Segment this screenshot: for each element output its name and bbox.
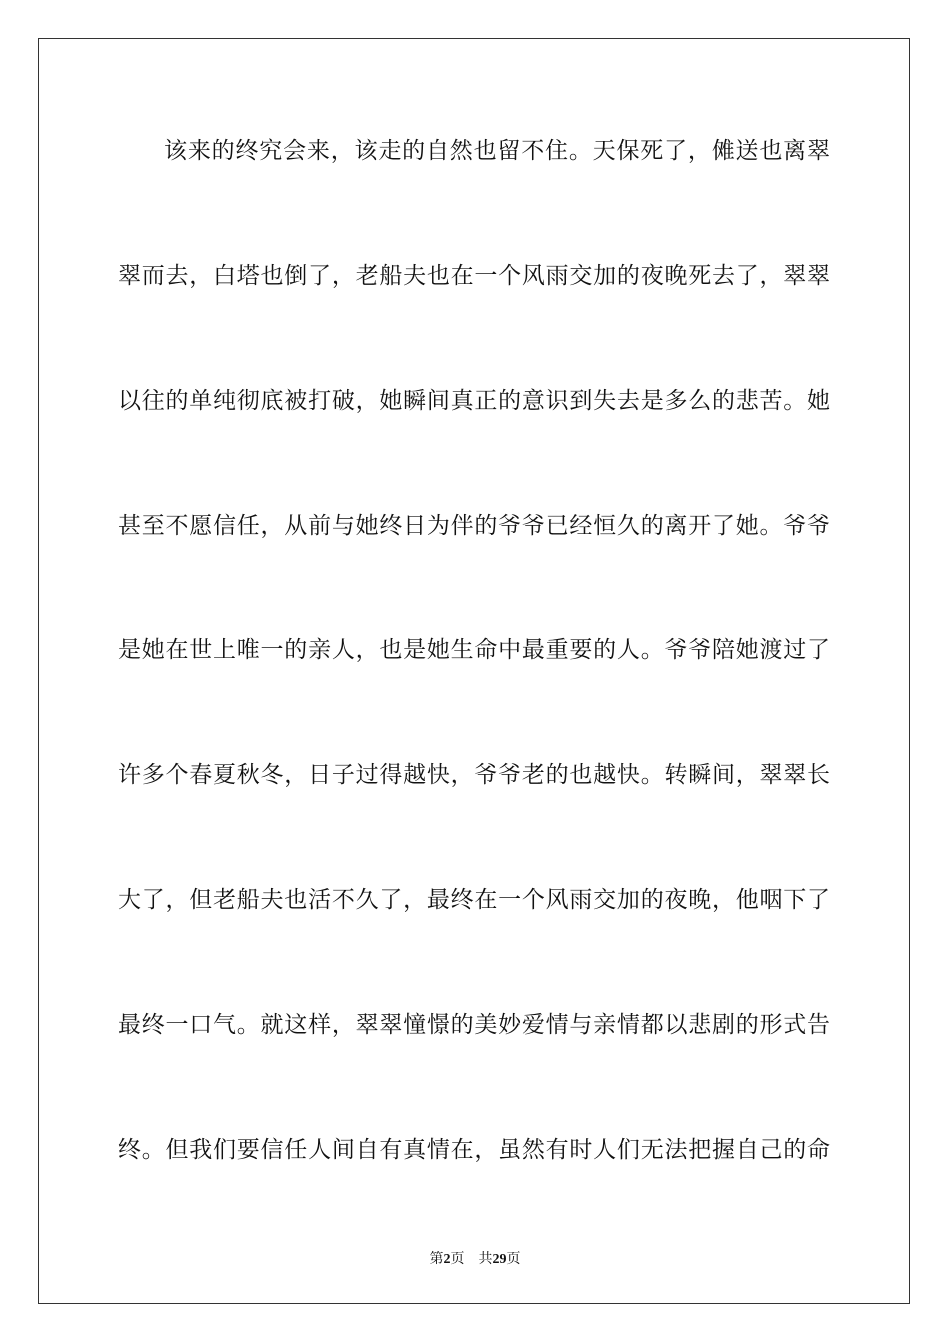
body-text-line-1: 该来的终究会来，该走的自然也留不住。天保死了，傩送也离翠 bbox=[164, 138, 830, 164]
body-text-line-7: 大了，但老船夫也活不久了，最终在一个风雨交加的夜晚，他咽下了 bbox=[118, 887, 830, 913]
body-text-line-5: 是她在世上唯一的亲人，也是她生命中最重要的人。爷爷陪她渡过了 bbox=[118, 637, 830, 663]
body-text-line-2: 翠而去，白塔也倒了，老船夫也在一个风雨交加的夜晚死去了，翠翠 bbox=[118, 263, 830, 289]
body-text-line-3: 以往的单纯彻底被打破，她瞬间真正的意识到失去是多么的悲苦。她 bbox=[118, 388, 830, 414]
page-number-prefix: 第 bbox=[429, 1252, 444, 1267]
page-border bbox=[38, 38, 910, 1304]
body-text-line-4: 甚至不愿信任，从前与她终日为伴的爷爷已经恒久的离开了她。爷爷 bbox=[118, 513, 830, 539]
body-text-line-8: 最终一口气。就这样，翠翠憧憬的美妙爱情与亲情都以悲剧的形式告 bbox=[118, 1012, 830, 1038]
page-number: 2 bbox=[443, 1252, 451, 1267]
body-text-line-9: 终。但我们要信任人间自有真情在，虽然有时人们无法把握自己的命 bbox=[118, 1137, 830, 1163]
body-text-line-6: 许多个春夏秋冬，日子过得越快，爷爷老的也越快。转瞬间，翠翠长 bbox=[118, 762, 830, 788]
total-pages: 29 bbox=[492, 1252, 507, 1267]
page-number-suffix: 页 bbox=[450, 1252, 465, 1267]
total-pages-prefix: 共 bbox=[478, 1252, 493, 1267]
total-pages-suffix: 页 bbox=[506, 1252, 521, 1267]
page-footer bbox=[0, 1248, 950, 1268]
